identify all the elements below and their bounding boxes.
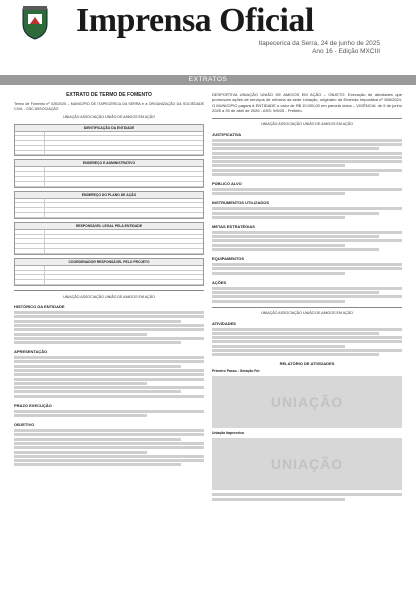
masthead bbox=[0, 0, 416, 66]
divider bbox=[212, 307, 402, 308]
form-coordinator-title: COORDENADOR RESPONSÁVEL PELO PROJETO bbox=[15, 259, 203, 266]
left-intro: Termo de Fomento nº 026/2025 – MUNICÍPIO DE ITAPECERICA DA SERRA e a ORGANIZAÇÃO DA SOCIEDADE CIVIL - OSC ASSOCIAÇÃO bbox=[14, 102, 204, 111]
actions-title: AÇÕES bbox=[212, 279, 227, 285]
form-plan-address bbox=[14, 191, 204, 219]
report-title: RELATÓRIO DE ATIVIDADES bbox=[279, 361, 335, 367]
equipment-title: EQUIPAMENTOS bbox=[212, 256, 245, 262]
goals-title: METAS ESTRATÉGIAS bbox=[212, 223, 255, 229]
deadline-title: PRAZO EXECUÇÃO bbox=[14, 402, 52, 408]
target-audience-title: PÚBLICO ALVO bbox=[212, 181, 242, 186]
deadline-text bbox=[14, 410, 204, 417]
actions-text bbox=[212, 287, 402, 303]
divider bbox=[212, 118, 402, 119]
left-heading: EXTRATO DE TERMO DE FOMENTO bbox=[66, 92, 152, 98]
photo1-label: Primeiro Passo - Geração Fut bbox=[212, 369, 260, 374]
justification-text bbox=[212, 139, 402, 176]
form-plan-address-title: ENDEREÇO DO PLANO DE AÇÃO bbox=[15, 192, 203, 199]
presentation-title: APRESENTAÇÃO bbox=[14, 349, 48, 355]
form-address-title: ENDEREÇO E ADMINISTRATIVO bbox=[15, 160, 203, 167]
objective-text bbox=[14, 429, 204, 466]
photo1-watermark: UNIAÇÃO bbox=[270, 394, 344, 411]
equipment-text bbox=[212, 263, 402, 275]
right-heading: DESPORTIVA UNIAÇÃO UNIÃO DE AMIGOS EM AÇÃO – OBJETO: Execução de atividades que promovam ações de serviços de reforma da sede Uniação, originário da Emenda Impositiva nº 058/2024. O MUNICÍPIO pagará à ENTIDADE o valor de R$ 10.000,00 em parcela única – VIGÊNCIA: de 9 de junho 2025 a 30 de abril de 2026 - ASS: 9/6/25 - Prefeito. bbox=[212, 92, 402, 114]
form-address bbox=[14, 159, 204, 187]
presentation-text bbox=[14, 356, 204, 398]
goals-text bbox=[212, 231, 402, 251]
target-audience-text bbox=[212, 188, 402, 195]
edition-number: Ano 16 - Edição MXCIII bbox=[312, 48, 380, 55]
newspaper-title: Imprensa Oficial bbox=[76, 2, 314, 39]
photo2-label: Uniação Itapecerica bbox=[212, 431, 244, 436]
objective-title: OBJETIVO bbox=[14, 422, 35, 428]
form-legal-rep-title: RESPONSÁVEL LEGAL PELA ENTIDADE bbox=[15, 223, 203, 230]
right-column bbox=[212, 92, 402, 597]
section-band: EXTRATOS bbox=[0, 75, 416, 85]
history-title: HISTÓRICO DA ENTIDADE bbox=[14, 304, 65, 310]
photo2-watermark: UNIAÇÃO bbox=[270, 456, 344, 473]
activities-title: ATIVIDADES bbox=[212, 320, 236, 326]
left-org-title-2: UNIAÇÃO ASSOCIAÇÃO UNIÃO DE AMIGOS EM AÇÃO bbox=[63, 294, 155, 299]
closing-text bbox=[212, 493, 402, 500]
left-column bbox=[14, 92, 204, 597]
activity-photo-1 bbox=[212, 376, 402, 428]
instruments-title: INSTRUMENTOS UTILIZADOS bbox=[212, 200, 270, 206]
activities-text bbox=[212, 328, 402, 357]
divider bbox=[14, 290, 204, 291]
justification-title: JUSTIFICATIVA bbox=[212, 131, 242, 137]
left-org-title: UNIAÇÃO ASSOCIAÇÃO UNIÃO DE AMIGOS EM AÇÃO bbox=[63, 115, 155, 119]
history-text bbox=[14, 311, 204, 344]
form-coordinator bbox=[14, 258, 204, 286]
edition-date: Itapecerica da Serra, 24 de junho de 2025 bbox=[258, 40, 380, 47]
form-identification-title: IDENTIFICAÇÃO DA ENTIDADE bbox=[15, 125, 203, 132]
right-org-title-2: UNIAÇÃO ASSOCIAÇÃO UNIÃO DE AMIGOS EM AÇÃO bbox=[261, 311, 353, 316]
activity-photo-2 bbox=[212, 438, 402, 490]
right-org-title: UNIAÇÃO ASSOCIAÇÃO UNIÃO DE AMIGOS EM AÇÃO bbox=[261, 122, 353, 127]
instruments-text bbox=[212, 207, 402, 219]
city-crest-icon bbox=[20, 6, 50, 40]
form-legal-rep bbox=[14, 222, 204, 255]
form-identification bbox=[14, 124, 204, 157]
